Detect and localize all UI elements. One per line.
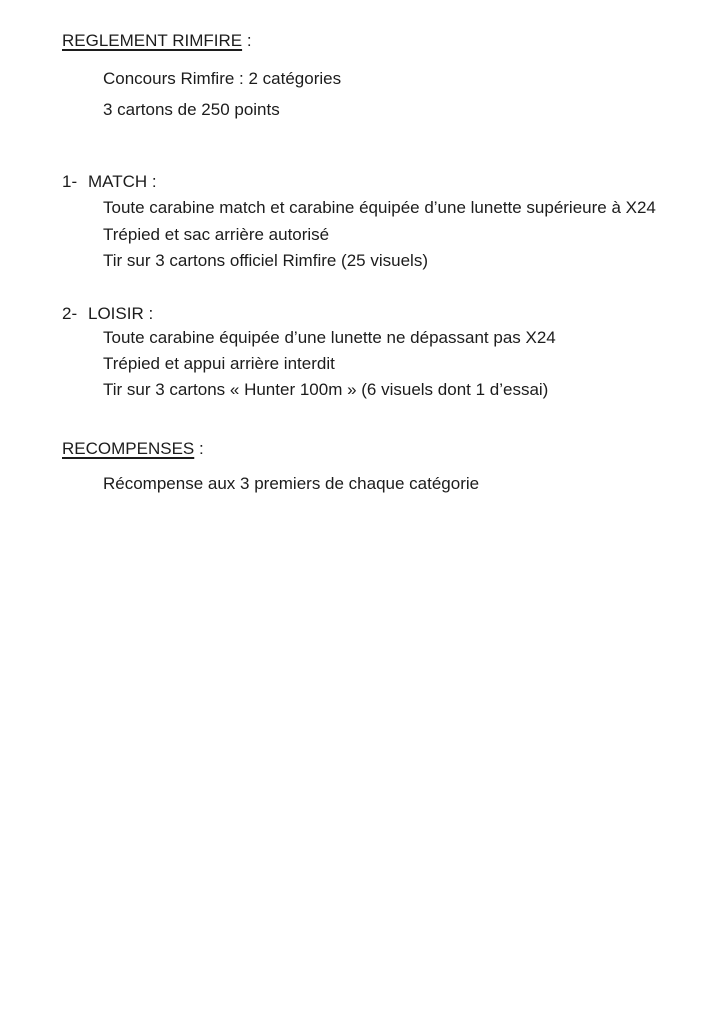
section-2-rule-3: Tir sur 3 cartons « Hunter 100m » (6 visuels dont 1 d’essai) xyxy=(103,380,549,399)
section-1-heading xyxy=(62,172,157,192)
section-1-number: 1- xyxy=(62,172,78,191)
rewards-heading-colon: : xyxy=(194,439,204,458)
section-1-rule-3: Tir sur 3 cartons officiel Rimfire (25 visuels) xyxy=(103,251,428,270)
section-1-rule-1: Toute carabine match et carabine équipée d’une lunette supérieure à X24 xyxy=(103,198,656,217)
intro-line-categories: Concours Rimfire : 2 catégories xyxy=(103,69,342,88)
rewards-line: Récompense aux 3 premiers de chaque catégorie xyxy=(103,474,480,493)
main-heading-colon: : xyxy=(242,31,252,50)
intro-line-cartons: 3 cartons de 250 points xyxy=(103,100,280,119)
section-1-rule-2: Trépied et sac arrière autorisé xyxy=(103,225,330,244)
section-1-title: MATCH : xyxy=(88,172,157,191)
section-2-title: LOISIR : xyxy=(88,304,154,323)
section-2-rule-1: Toute carabine équipée d’une lunette ne dépassant pas X24 xyxy=(103,328,556,347)
main-heading xyxy=(62,31,252,51)
section-2-number: 2- xyxy=(62,304,78,323)
rewards-heading-text: RECOMPENSES xyxy=(62,439,195,458)
section-2-rule-2: Trépied et appui arrière interdit xyxy=(103,354,335,373)
section-2-heading xyxy=(62,304,153,324)
rewards-heading xyxy=(62,439,204,459)
main-heading-text: REGLEMENT RIMFIRE xyxy=(62,31,243,50)
